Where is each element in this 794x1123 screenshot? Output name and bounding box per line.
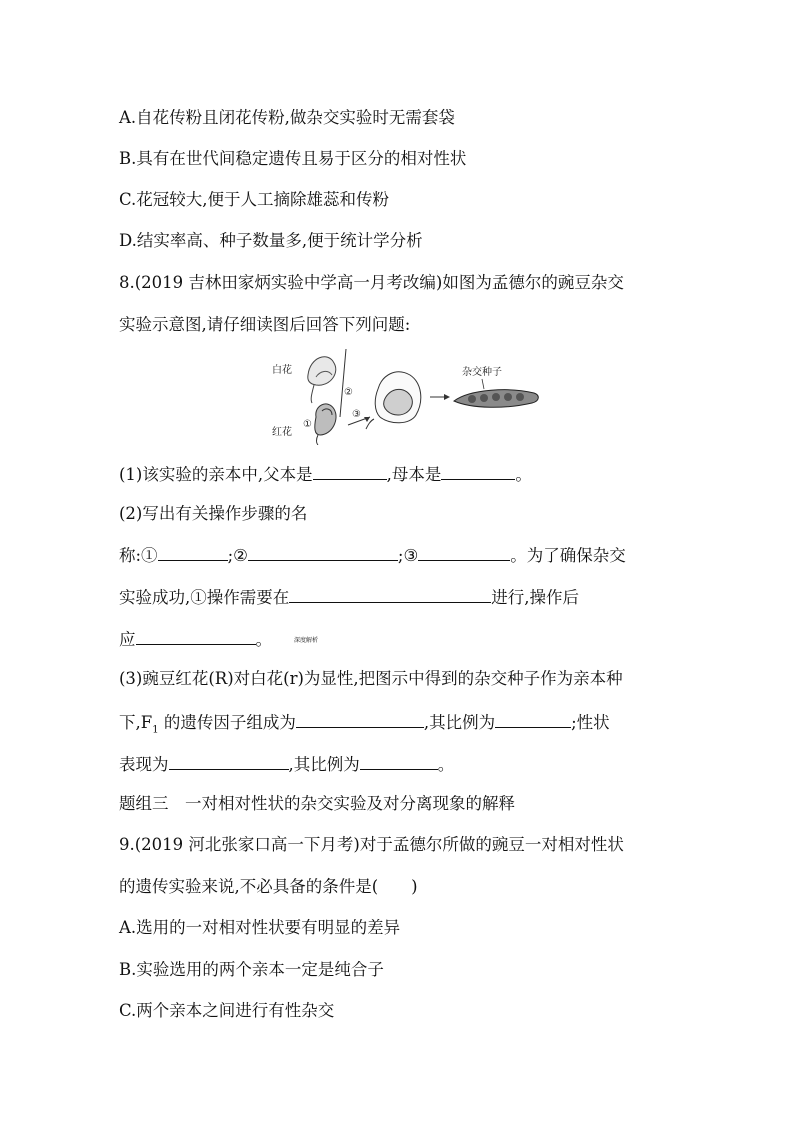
q8-part3-line2	[119, 710, 610, 741]
q8-part3-text-c: ,其比例为	[423, 713, 496, 732]
answer-blank	[360, 752, 438, 770]
q7-option-a: A.自花传粉且闭花传粉,做杂交实验时无需套袋	[119, 108, 455, 127]
q9-option-b: B.实验选用的两个亲本一定是纯合子	[119, 960, 384, 979]
white-flower-drawing	[308, 357, 336, 403]
bagged-flower-drawing	[366, 372, 421, 429]
figure-label-red: 红花	[272, 427, 292, 438]
step-3-label: ③	[352, 409, 361, 420]
step-2-label: ②	[344, 387, 353, 398]
q8-part2-text-a: 称:①	[119, 546, 158, 565]
q8-part2-line4	[119, 627, 318, 652]
q8-part3-line1: (3)豌豆红花(R)对白花(r)为显性,把图示中得到的杂交种子作为亲本种	[119, 669, 623, 688]
q8-part2-text-e: 实验成功,①操作需要在	[119, 588, 290, 607]
group3-title: 题组三 一对相对性状的杂交实验及对分离现象的解释	[119, 794, 515, 813]
answer-blank	[441, 462, 515, 480]
answer-blank	[418, 543, 510, 561]
q8-stem-line2: 实验示意图,请仔细读图后回答下列问题:	[119, 315, 411, 334]
q8-part2-line3	[119, 585, 579, 609]
answer-blank	[169, 752, 289, 770]
answer-blank	[313, 462, 387, 480]
q8-part2-line1: (2)写出有关操作步骤的名	[119, 504, 308, 523]
pollination-stick	[340, 349, 346, 417]
q9-stem-line2: 的遗传实验来说,不必具备的条件是( )	[119, 877, 418, 896]
step-1-label: ①	[303, 419, 312, 430]
q8-stem-line1: 8.(2019 吉林田家炳实验中学高一月考改编)如图为孟德尔的豌豆杂交	[119, 273, 624, 292]
q9-option-a: A.选用的一对相对性状要有明显的差异	[119, 918, 401, 937]
deep-analysis-tag: 深度解析	[294, 636, 319, 644]
q8-part3-line3	[119, 752, 454, 776]
q9-stem-line1: 9.(2019 河北张家口高一下月考)对于孟德尔所做的豌豆一对相对性状	[119, 835, 624, 854]
answer-blank	[289, 585, 491, 603]
q9-option-c: C.两个亲本之间进行有性杂交	[119, 1001, 335, 1020]
q8-part2-text-g: 应	[119, 630, 136, 649]
q8-part3-text-a: 下,F	[119, 713, 153, 732]
answer-blank	[248, 543, 398, 561]
answer-blank	[158, 543, 228, 561]
answer-blank	[136, 627, 256, 645]
answer-blank	[495, 710, 571, 728]
q8-part2-line2	[119, 543, 626, 567]
q8-part3-text-g: 。	[437, 755, 455, 774]
q8-part1-text-a: (1)该实验的亲本中,父本是	[119, 465, 313, 484]
q8-part2-text-d: 。为了确保杂交	[510, 546, 626, 565]
q8-part1	[119, 462, 532, 486]
seed-label-leader	[482, 379, 484, 389]
q8-part1-text-c: 。	[515, 465, 532, 484]
pea-cross-figure	[270, 345, 560, 445]
q8-part2-text-f: 进行,操作后	[491, 588, 579, 607]
red-flower-drawing	[315, 404, 336, 445]
q7-option-c: C.花冠较大,便于人工摘除雄蕊和传粉	[119, 190, 390, 209]
answer-blank	[296, 710, 424, 728]
figure-label-seed: 杂交种子	[462, 367, 502, 378]
q8-part2-text-h: 。	[255, 630, 272, 649]
q8-part2-text-b: ;②	[227, 546, 248, 565]
pea-pod-drawing	[454, 390, 538, 408]
q8-part3-text-b: 的遗传因子组成为	[158, 713, 296, 732]
f1-subscript: 1	[152, 724, 159, 736]
q8-part3-text-e: 表现为	[119, 755, 169, 774]
figure-label-white: 白花	[272, 365, 292, 376]
q8-part3-text-d: ;性状	[571, 713, 610, 732]
q7-option-b: B.具有在世代间稳定遗传且易于区分的相对性状	[119, 149, 467, 168]
q8-part3-text-f: ,其比例为	[288, 755, 360, 774]
q8-part2-text-c: ;③	[397, 546, 419, 565]
q8-part1-text-b: ,母本是	[386, 465, 442, 484]
q7-option-d: D.结实率高、种子数量多,便于统计学分析	[119, 231, 423, 250]
